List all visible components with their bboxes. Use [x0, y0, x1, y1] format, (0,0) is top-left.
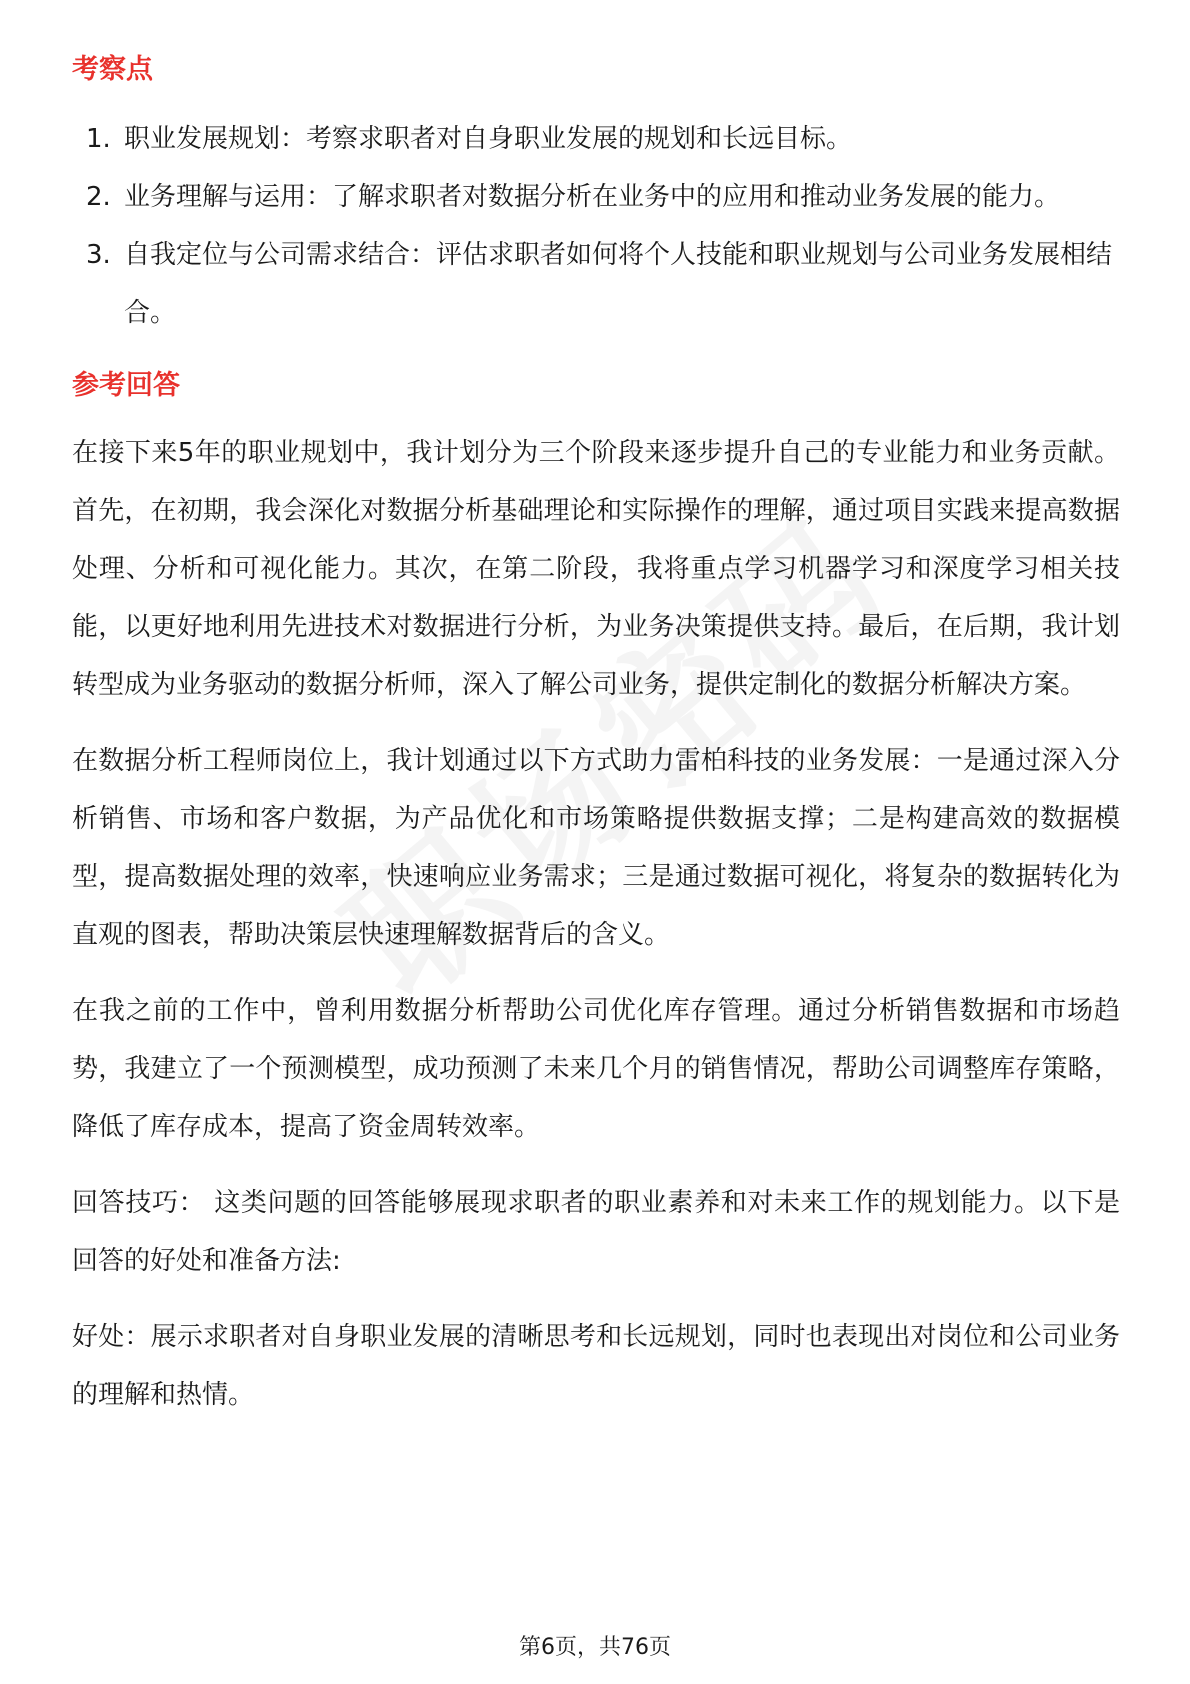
list-item-text: 业务理解与运用：了解求职者对数据分析在业务中的应用和推动业务发展的能力。 [124, 182, 1061, 212]
answer-paragraph-career-plan: 在接下来5年的职业规划中，我计划分为三个阶段来逐步提升自己的专业能力和业务贡献。首先，在初期，我会深化对数据分析基础理论和实际操作的理解，通过项目实践来提高数据处理、分析和可视化能力。其次，在第二阶段，我将重点学习机器学习和深度学习相关技能，以更好地利用先进技术对数据进行分析，为业务决策提供支持。最后，在后期，我计划转型成为业务驱动的数据分析师，深入了解公司业务，提供定制化的数据分析解决方案。 [72, 438, 1120, 700]
list-item-number: 3. [86, 240, 111, 270]
evaluation-points-list [72, 110, 1120, 342]
list-item-text: 职业发展规划：考察求职者对自身职业发展的规划和长远目标。 [124, 124, 853, 154]
page-content [72, 48, 1120, 1442]
answer-paragraph-benefits: 好处：展示求职者对自身职业发展的清晰思考和长远规划，同时也表现出对岗位和公司业务的理解和热情。 [72, 1322, 1120, 1410]
section-title-evaluation-points: 考察点 [72, 54, 153, 85]
section-title-reference-answer: 参考回答 [72, 370, 180, 401]
list-item [72, 168, 1120, 226]
answer-paragraph-past-experience: 在我之前的工作中，曾利用数据分析帮助公司优化库存管理。通过分析销售数据和市场趋势，我建立了一个预测模型，成功预测了未来几个月的销售情况，帮助公司调整库存策略，降低了库存成本，提高了资金周转效率。 [72, 996, 1120, 1142]
list-item [72, 110, 1120, 168]
answer-paragraph-tips: 回答技巧： 这类问题的回答能够展现求职者的职业素养和对未来工作的规划能力。以下是回答的好处和准备方法: [72, 1188, 1120, 1276]
list-item-number: 1. [86, 124, 111, 154]
list-item [72, 226, 1120, 342]
page-number: 第6页，共76页 [519, 1635, 671, 1660]
list-item-number: 2. [86, 182, 111, 212]
list-item-text: 自我定位与公司需求结合：评估求职者如何将个人技能和职业规划与公司业务发展相结合。 [124, 240, 1113, 328]
answer-paragraph-business-contribution: 在数据分析工程师岗位上，我计划通过以下方式助力雷柏科技的业务发展：一是通过深入分析销售、市场和客户数据，为产品优化和市场策略提供数据支撑；二是构建高效的数据模型，提高数据处理的效率，快速响应业务需求；三是通过数据可视化，将复杂的数据转化为直观的图表，帮助决策层快速理解数据背后的含义。 [72, 746, 1120, 950]
